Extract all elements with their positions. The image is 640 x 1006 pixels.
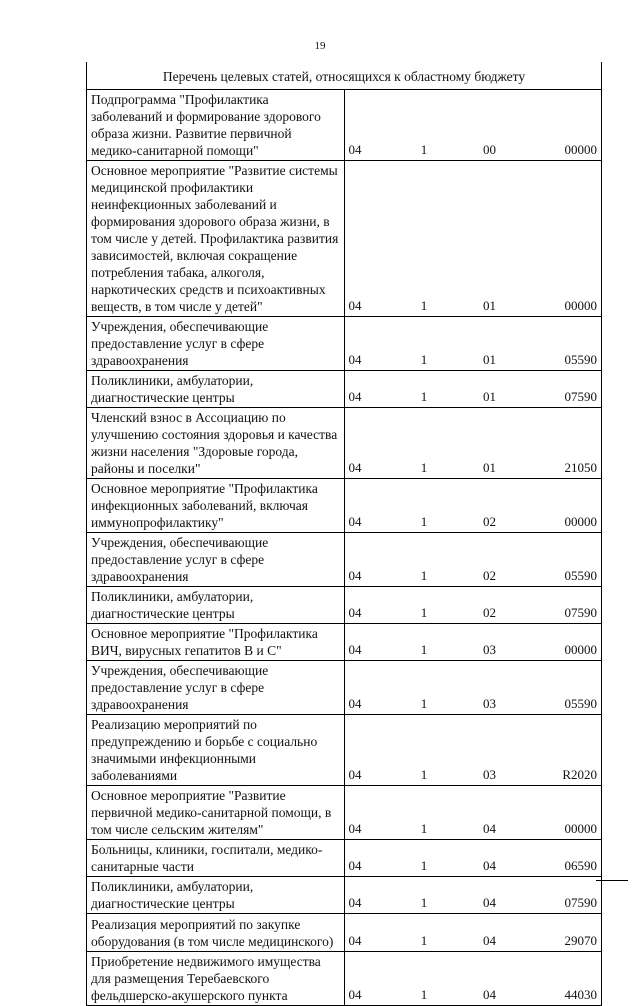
code-subprogram: 1	[420, 767, 428, 782]
row-name: Реализацию мероприятий по предупреждению и борьбе с социально значимыми инфекционными заболеваниями	[87, 715, 345, 786]
code-subprogram: 1	[420, 389, 428, 404]
code-event: 02	[483, 514, 496, 529]
code-segments	[349, 641, 598, 658]
table-row	[87, 161, 602, 317]
code-subprogram: 1	[420, 696, 428, 711]
code-program: 04	[348, 142, 362, 157]
code-program: 04	[348, 895, 362, 910]
row-name: Больницы, клиники, госпитали, медико-санитарные части	[87, 840, 345, 877]
code-direction: 00000	[564, 514, 597, 529]
row-name: Реализация мероприятий по закупке оборудования (в том числе медицинского)	[87, 914, 345, 952]
code-subprogram: 1	[420, 895, 428, 910]
row-name: Основное мероприятие "Профилактика инфекционных заболеваний, включая иммунопрофилактику"	[87, 479, 345, 533]
code-direction: 21050	[564, 460, 597, 475]
code-program: 04	[348, 460, 362, 475]
code-program: 04	[348, 696, 362, 711]
row-name: Приобретение недвижимого имущества для размещения Теребаевского фельдшерско-акушерского пункта	[87, 952, 345, 1006]
row-code	[344, 952, 602, 1006]
table-row	[87, 371, 602, 408]
row-name: Поликлиники, амбулатории, диагностические центры	[87, 587, 345, 624]
row-code	[344, 533, 602, 587]
code-event: 03	[483, 642, 496, 657]
table-row	[87, 914, 602, 952]
row-code	[344, 877, 602, 914]
code-direction: 00000	[564, 298, 597, 313]
code-direction: 44030	[564, 987, 597, 1002]
code-subprogram: 1	[420, 352, 428, 367]
row-name: Поликлиники, амбулатории, диагностические центры	[87, 877, 345, 914]
code-subprogram: 1	[420, 933, 428, 948]
row-name: Учреждения, обеспечивающие предоставление услуг в сфере здравоохранения	[87, 317, 345, 371]
code-direction: 00000	[564, 142, 597, 157]
code-event: 04	[483, 858, 496, 873]
code-event: 02	[483, 568, 496, 583]
table-title: Перечень целевых статей, относящихся к областному бюджету	[87, 62, 602, 90]
row-name: Основное мероприятие "Развитие системы медицинской профилактики неинфекционных заболеваний и формирования здорового образа жизни, в том числе у детей. Профилактика развития зависимостей, включая сокращение потребления табака, алкоголя, наркотических средств и психоактивных веществ, в том числе у детей"	[87, 161, 345, 317]
table-row	[87, 840, 602, 877]
code-direction: 05590	[564, 568, 597, 583]
code-program: 04	[348, 767, 362, 782]
code-event: 04	[483, 987, 496, 1002]
code-segments	[349, 986, 598, 1003]
row-code	[344, 408, 602, 479]
code-segments	[349, 459, 598, 476]
code-subprogram: 1	[420, 568, 428, 583]
code-subprogram: 1	[420, 858, 428, 873]
row-name: Основное мероприятие "Развитие первичной медико-санитарной помощи, в том числе сельским жителям"	[87, 786, 345, 840]
code-program: 04	[348, 389, 362, 404]
code-program: 04	[348, 568, 362, 583]
code-segments	[349, 513, 598, 530]
row-code	[344, 90, 602, 161]
row-code	[344, 914, 602, 952]
code-direction: 05590	[564, 352, 597, 367]
row-name: Поликлиники, амбулатории, диагностические центры	[87, 371, 345, 408]
code-event: 01	[483, 352, 496, 367]
row-code	[344, 317, 602, 371]
code-segments	[349, 351, 598, 368]
code-subprogram: 1	[420, 298, 428, 313]
code-event: 01	[483, 389, 496, 404]
table-row	[87, 533, 602, 587]
code-segments	[349, 604, 598, 621]
code-program: 04	[348, 858, 362, 873]
table-row	[87, 90, 602, 161]
code-program: 04	[348, 352, 362, 367]
code-direction: 07590	[564, 605, 597, 620]
row-code	[344, 371, 602, 408]
code-segments	[349, 297, 598, 314]
code-program: 04	[348, 987, 362, 1002]
code-program: 04	[348, 514, 362, 529]
code-direction: 05590	[564, 696, 597, 711]
code-segments	[349, 820, 598, 837]
table-row	[87, 479, 602, 533]
row-name: Основное мероприятие "Профилактика ВИЧ, вирусных гепатитов В и С"	[87, 624, 345, 661]
code-program: 04	[348, 821, 362, 836]
code-direction: 29070	[564, 933, 597, 948]
table-row	[87, 952, 602, 1006]
row-name: Учреждения, обеспечивающие предоставление услуг в сфере здравоохранения	[87, 661, 345, 715]
row-name: Членский взнос в Ассоциацию по улучшению состояния здоровья и качества жизни населения "Здоровые города, районы и поселки"	[87, 408, 345, 479]
code-segments	[349, 894, 598, 911]
code-program: 04	[348, 933, 362, 948]
table-row	[87, 624, 602, 661]
code-event: 03	[483, 767, 496, 782]
code-program: 04	[348, 642, 362, 657]
code-event: 03	[483, 696, 496, 711]
code-direction: 06590	[564, 858, 597, 873]
code-direction: R2020	[562, 767, 597, 782]
row-code	[344, 587, 602, 624]
code-event: 00	[483, 142, 496, 157]
row-code	[344, 786, 602, 840]
code-event: 01	[483, 460, 496, 475]
code-direction: 00000	[564, 642, 597, 657]
code-program: 04	[348, 298, 362, 313]
table-row	[87, 715, 602, 786]
code-subprogram: 1	[420, 987, 428, 1002]
row-code	[344, 624, 602, 661]
table-row	[87, 661, 602, 715]
row-code	[344, 661, 602, 715]
code-segments	[349, 567, 598, 584]
row-code	[344, 715, 602, 786]
code-subprogram: 1	[420, 142, 428, 157]
table-row	[87, 408, 602, 479]
code-segments	[349, 766, 598, 783]
code-event: 04	[483, 895, 496, 910]
table-title-row	[87, 62, 602, 90]
code-segments	[349, 141, 598, 158]
code-direction: 07590	[564, 895, 597, 910]
code-program: 04	[348, 605, 362, 620]
row-code	[344, 479, 602, 533]
code-event: 04	[483, 933, 496, 948]
code-segments	[349, 695, 598, 712]
code-event: 02	[483, 605, 496, 620]
code-event: 01	[483, 298, 496, 313]
target-articles-table	[86, 62, 602, 1006]
table-row	[87, 786, 602, 840]
code-direction: 07590	[564, 389, 597, 404]
code-subprogram: 1	[420, 514, 428, 529]
bottom-rule	[596, 880, 628, 881]
row-code	[344, 840, 602, 877]
code-direction: 00000	[564, 821, 597, 836]
page-number: 19	[314, 40, 326, 52]
code-event: 04	[483, 821, 496, 836]
code-subprogram: 1	[420, 642, 428, 657]
code-segments	[349, 388, 598, 405]
code-segments	[349, 857, 598, 874]
row-code	[344, 161, 602, 317]
table-row	[87, 587, 602, 624]
table-row	[87, 877, 602, 914]
code-subprogram: 1	[420, 460, 428, 475]
code-subprogram: 1	[420, 821, 428, 836]
table-row	[87, 317, 602, 371]
row-name: Подпрограмма "Профилактика заболеваний и формирование здорового образа жизни. Развитие первичной медико-санитарной помощи"	[87, 90, 345, 161]
code-segments	[349, 932, 598, 949]
row-name: Учреждения, обеспечивающие предоставление услуг в сфере здравоохранения	[87, 533, 345, 587]
code-subprogram: 1	[420, 605, 428, 620]
